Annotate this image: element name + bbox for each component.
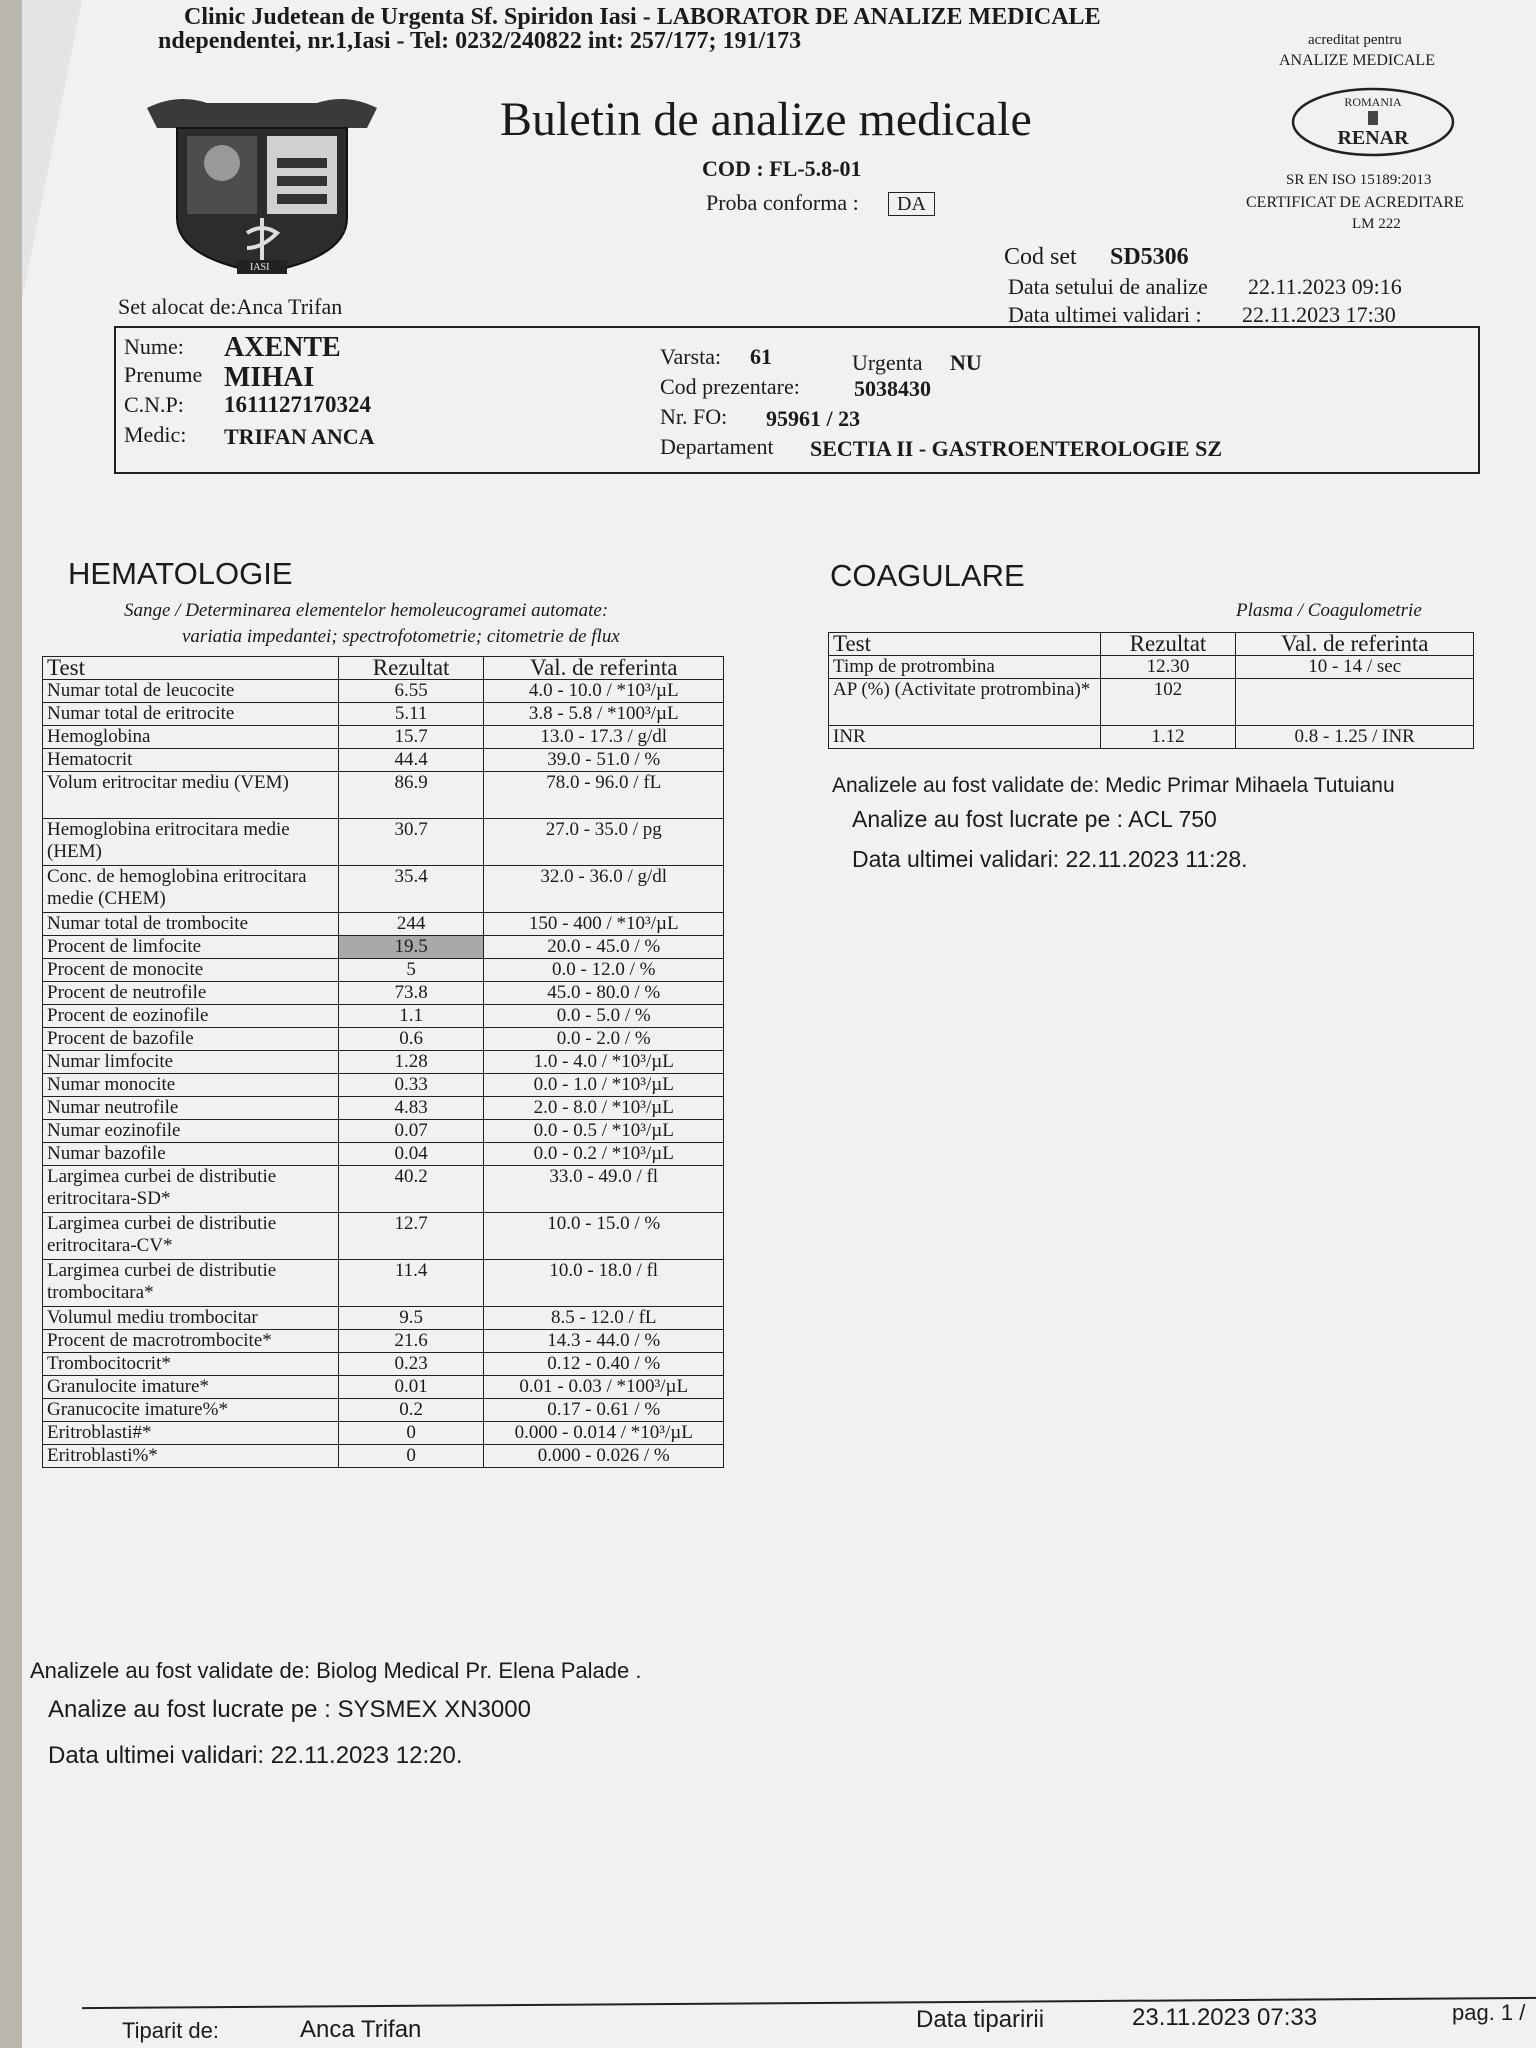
result-cell: 35.4 <box>338 866 484 913</box>
table-row <box>43 1005 724 1028</box>
test-name-cell: Granulocite imature* <box>43 1376 339 1399</box>
table-row <box>43 1166 724 1213</box>
test-name-cell: Hemoglobina eritrocitara medie (HEM) <box>43 819 339 866</box>
result-cell: 21.6 <box>338 1330 484 1353</box>
age-label: Varsta: <box>660 344 722 369</box>
test-name-cell: Granucocite imature%* <box>43 1399 339 1422</box>
last-validation-value: 22.11.2023 17:30 <box>1242 302 1396 327</box>
accreditation-certificate: CERTIFICAT DE ACREDITARE <box>1246 194 1464 211</box>
coagulation-title: COAGULARE <box>830 558 1025 593</box>
reference-cell: 3.8 - 5.8 / *100³/µL <box>484 703 724 726</box>
reference-cell: 0.12 - 0.40 / % <box>484 1353 724 1376</box>
page-title: Buletin de analize medicale <box>500 93 1032 146</box>
result-cell: 12.7 <box>338 1213 484 1260</box>
test-name-cell: Volumul mediu trombocitar <box>43 1307 339 1330</box>
reference-cell: 0.0 - 12.0 / % <box>484 959 724 982</box>
table-header-row <box>43 657 724 680</box>
test-name-cell: Eritroblasti#* <box>43 1422 339 1445</box>
department-label: Departament <box>660 434 774 459</box>
reference-cell: 8.5 - 12.0 / fL <box>484 1307 724 1330</box>
presentation-code-value: 5038430 <box>854 376 931 401</box>
set-allocated: Set alocat de:Anca Trifan <box>118 294 343 319</box>
test-name-cell: AP (%) (Activitate protrombina)* <box>829 679 1101 726</box>
test-name-cell: Numar bazofile <box>43 1143 339 1166</box>
probe-label: Proba conforma : <box>706 190 859 215</box>
reference-cell: 14.3 - 44.0 / % <box>484 1330 724 1353</box>
test-name-cell: Hematocrit <box>43 749 339 772</box>
fo-value: 95961 / 23 <box>766 406 861 431</box>
reference-cell: 39.0 - 51.0 / % <box>484 749 724 772</box>
accredited-for: acreditat pentru <box>1308 32 1402 48</box>
table-row <box>43 1422 724 1445</box>
column-header-result: Rezultat <box>1100 633 1236 656</box>
hematology-title: HEMATOLOGIE <box>68 556 293 591</box>
result-cell: 19.5 <box>338 936 484 959</box>
cnp-value: 1611127170324 <box>224 392 371 417</box>
test-name-cell: Procent de bazofile <box>43 1028 339 1051</box>
test-name-cell: Largimea curbei de distributie trombocitara* <box>43 1260 339 1307</box>
reference-cell: 0.8 - 1.25 / INR <box>1236 726 1474 749</box>
table-row <box>43 1213 724 1260</box>
column-header-test: Test <box>43 657 339 680</box>
urgent-value: NU <box>950 350 982 375</box>
footer-divider <box>82 1997 1536 2009</box>
result-cell: 102 <box>1100 679 1236 726</box>
result-cell: 0.2 <box>338 1399 484 1422</box>
test-name-cell: Numar total de leucocite <box>43 680 339 703</box>
test-name-cell: Conc. de hemoglobina eritrocitara medie (CHEM) <box>43 866 339 913</box>
coagulation-equipment: Analize au fost lucrate pe : ACL 750 <box>852 806 1217 832</box>
test-name-cell: Hemoglobina <box>43 726 339 749</box>
table-row <box>43 819 724 866</box>
reference-cell: 13.0 - 17.3 / g/dl <box>484 726 724 749</box>
reference-cell: 1.0 - 4.0 / *10³/µL <box>484 1051 724 1074</box>
reference-cell: 0.0 - 5.0 / % <box>484 1005 724 1028</box>
accredited-domain: ANALIZE MEDICALE <box>1279 52 1435 69</box>
table-row <box>43 1445 724 1468</box>
presentation-code-label: Cod prezentare: <box>660 374 800 399</box>
test-name-cell: INR <box>829 726 1101 749</box>
svg-text:RENAR: RENAR <box>1337 127 1409 149</box>
set-date-value: 22.11.2023 09:16 <box>1248 274 1402 299</box>
test-name-cell: Procent de limfocite <box>43 936 339 959</box>
logo-caption: IASI <box>250 262 270 273</box>
hematology-last-validation: Data ultimei validari: 22.11.2023 12:20. <box>48 1742 463 1769</box>
result-cell: 40.2 <box>338 1166 484 1213</box>
fo-label: Nr. FO: <box>660 404 728 429</box>
result-cell: 1.28 <box>338 1051 484 1074</box>
set-date-label: Data setului de analize <box>1008 274 1208 299</box>
table-row <box>43 749 724 772</box>
result-cell: 9.5 <box>338 1307 484 1330</box>
reference-cell: 4.0 - 10.0 / *10³/µL <box>484 680 724 703</box>
result-cell: 15.7 <box>338 726 484 749</box>
table-row <box>43 1074 724 1097</box>
test-name-cell: Trombocitocrit* <box>43 1353 339 1376</box>
coagulation-table <box>828 632 1474 749</box>
doctor-label: Medic: <box>124 422 187 447</box>
reference-cell: 0.0 - 2.0 / % <box>484 1028 724 1051</box>
reference-cell: 0.0 - 0.5 / *10³/µL <box>484 1120 724 1143</box>
reference-cell: 20.0 - 45.0 / % <box>484 936 724 959</box>
patient-first-name: MIHAI <box>224 362 315 393</box>
table-row <box>43 1330 724 1353</box>
lab-report-page <box>22 0 1536 2048</box>
table-row <box>43 726 724 749</box>
table-row <box>43 1260 724 1307</box>
coagulation-method: Plasma / Coagulometrie <box>1236 600 1422 621</box>
result-cell: 11.4 <box>338 1260 484 1307</box>
patient-first-name-label: Prenume <box>124 362 203 387</box>
patient-name: AXENTE <box>224 332 341 363</box>
reference-cell: 10.0 - 18.0 / fl <box>484 1260 724 1307</box>
test-name-cell: Numar total de eritrocite <box>43 703 339 726</box>
cod-set-label: Cod set <box>1004 244 1077 270</box>
table-row <box>43 1376 724 1399</box>
result-cell: 0.6 <box>338 1028 484 1051</box>
cod-set-value: SD5306 <box>1110 244 1189 270</box>
result-cell: 0.33 <box>338 1074 484 1097</box>
folded-corner <box>22 0 82 300</box>
reference-cell: 45.0 - 80.0 / % <box>484 982 724 1005</box>
table-header-row <box>829 633 1474 656</box>
table-row <box>43 913 724 936</box>
result-cell: 4.83 <box>338 1097 484 1120</box>
form-code: COD : FL-5.8-01 <box>702 156 862 181</box>
table-row <box>829 726 1474 749</box>
test-name-cell: Numar limfocite <box>43 1051 339 1074</box>
test-name-cell: Numar eozinofile <box>43 1120 339 1143</box>
table-row <box>43 1120 724 1143</box>
reference-cell: 0.01 - 0.03 / *100³/µL <box>484 1376 724 1399</box>
certificate-number: LM 222 <box>1352 216 1401 232</box>
hematology-validated-by: Analizele au fost validate de: Biolog Medical Pr. Elena Palade . <box>30 1658 642 1683</box>
reference-cell: 0.0 - 0.2 / *10³/µL <box>484 1143 724 1166</box>
reference-cell: 0.17 - 0.61 / % <box>484 1399 724 1422</box>
result-cell: 1.1 <box>338 1005 484 1028</box>
table-row <box>43 1028 724 1051</box>
table-row <box>43 936 724 959</box>
age-value: 61 <box>750 344 772 369</box>
doctor-name: TRIFAN ANCA <box>224 424 375 449</box>
test-name-cell: Numar total de trombocite <box>43 913 339 936</box>
result-cell: 44.4 <box>338 749 484 772</box>
result-cell: 12.30 <box>1100 656 1236 679</box>
result-cell: 5.11 <box>338 703 484 726</box>
reference-cell: 27.0 - 35.0 / pg <box>484 819 724 866</box>
reference-cell: 32.0 - 36.0 / g/dl <box>484 866 724 913</box>
result-cell: 0.04 <box>338 1143 484 1166</box>
last-validation-label: Data ultimei validari : <box>1008 302 1202 327</box>
result-cell: 0.07 <box>338 1120 484 1143</box>
reference-cell: 150 - 400 / *10³/µL <box>484 913 724 936</box>
svg-text:ROMANIA: ROMANIA <box>1344 95 1402 109</box>
reference-cell: 10.0 - 15.0 / % <box>484 1213 724 1260</box>
hematology-table <box>42 656 724 1468</box>
table-row <box>43 1051 724 1074</box>
table-row <box>43 959 724 982</box>
print-date: 23.11.2023 07:33 <box>1132 2004 1318 2031</box>
test-name-cell: Procent de macrotrombocite* <box>43 1330 339 1353</box>
hematology-equipment: Analize au fost lucrate pe : SYSMEX XN3000 <box>48 1696 531 1723</box>
test-name-cell: Volum eritrocitar mediu (VEM) <box>43 772 339 819</box>
coagulation-last-validation: Data ultimei validari: 22.11.2023 11:28. <box>852 846 1248 872</box>
university-logo-icon <box>137 88 387 278</box>
reference-cell: 33.0 - 49.0 / fl <box>484 1166 724 1213</box>
probe-value: DA <box>888 192 935 216</box>
test-name-cell: Procent de neutrofile <box>43 982 339 1005</box>
table-row <box>43 1143 724 1166</box>
table-row <box>43 982 724 1005</box>
table-row <box>43 1399 724 1422</box>
reference-cell: 0.000 - 0.026 / % <box>484 1445 724 1468</box>
result-cell: 0 <box>338 1422 484 1445</box>
patient-name-label: Nume: <box>124 334 184 359</box>
result-cell: 30.7 <box>338 819 484 866</box>
result-cell: 6.55 <box>338 680 484 703</box>
table-row <box>43 703 724 726</box>
reference-cell: 0.0 - 1.0 / *10³/µL <box>484 1074 724 1097</box>
institution-name: Clinic Judetean de Urgenta Sf. Spiridon Iasi - LABORATOR DE ANALIZE MEDICALE <box>184 4 1101 30</box>
result-cell: 86.9 <box>338 772 484 819</box>
printed-by: Anca Trifan <box>300 2016 422 2043</box>
result-cell: 1.12 <box>1100 726 1236 749</box>
column-header-reference: Val. de referinta <box>1236 633 1474 656</box>
test-name-cell: Largimea curbei de distributie eritrocitara-CV* <box>43 1213 339 1260</box>
column-header-result: Rezultat <box>338 657 484 680</box>
hematology-method-line1: Sange / Determinarea elementelor hemoleucogramei automate: <box>124 600 609 621</box>
result-cell: 5 <box>338 959 484 982</box>
iso-standard: SR EN ISO 15189:2013 <box>1286 172 1432 188</box>
hematology-method-line2: variatia impedantei; spectrofotometrie; citometrie de flux <box>182 626 620 647</box>
table-row <box>43 866 724 913</box>
test-name-cell: Numar neutrofile <box>43 1097 339 1120</box>
institution-address: ndependentei, nr.1,Iasi - Tel: 0232/240822 int: 257/177; 191/173 <box>158 28 802 54</box>
page-number: pag. 1 / <box>1452 2000 1526 2025</box>
result-cell: 0.01 <box>338 1376 484 1399</box>
table-row <box>43 1353 724 1376</box>
cnp-label: C.N.P: <box>124 392 184 417</box>
table-row <box>43 1307 724 1330</box>
test-name-cell: Procent de eozinofile <box>43 1005 339 1028</box>
column-header-reference: Val. de referinta <box>484 657 724 680</box>
result-cell: 0.23 <box>338 1353 484 1376</box>
table-row <box>829 656 1474 679</box>
reference-cell: 78.0 - 96.0 / fL <box>484 772 724 819</box>
coagulation-validated-by: Analizele au fost validate de: Medic Primar Mihaela Tutuianu <box>832 774 1395 797</box>
result-cell: 73.8 <box>338 982 484 1005</box>
print-date-label: Data tiparirii <box>916 2006 1045 2033</box>
table-row <box>43 772 724 819</box>
column-header-test: Test <box>829 633 1101 656</box>
urgent-label: Urgenta <box>852 350 923 375</box>
table-row <box>43 1097 724 1120</box>
test-name-cell: Eritroblasti%* <box>43 1445 339 1468</box>
department-value: SECTIA II - GASTROENTEROLOGIE SZ <box>810 436 1223 461</box>
test-name-cell: Timp de protrombina <box>829 656 1101 679</box>
result-cell: 244 <box>338 913 484 936</box>
test-name-cell: Numar monocite <box>43 1074 339 1097</box>
test-name-cell: Largimea curbei de distributie eritrocitara-SD* <box>43 1166 339 1213</box>
reference-cell: 10 - 14 / sec <box>1236 656 1474 679</box>
result-cell: 0 <box>338 1445 484 1468</box>
printed-by-label: Tiparit de: <box>122 2018 220 2043</box>
table-row <box>829 679 1474 726</box>
reference-cell: 2.0 - 8.0 / *10³/µL <box>484 1097 724 1120</box>
test-name-cell: Procent de monocite <box>43 959 339 982</box>
table-row <box>43 680 724 703</box>
reference-cell: 0.000 - 0.014 / *10³/µL <box>484 1422 724 1445</box>
renar-logo-icon <box>1288 84 1458 160</box>
reference-cell <box>1236 679 1474 726</box>
